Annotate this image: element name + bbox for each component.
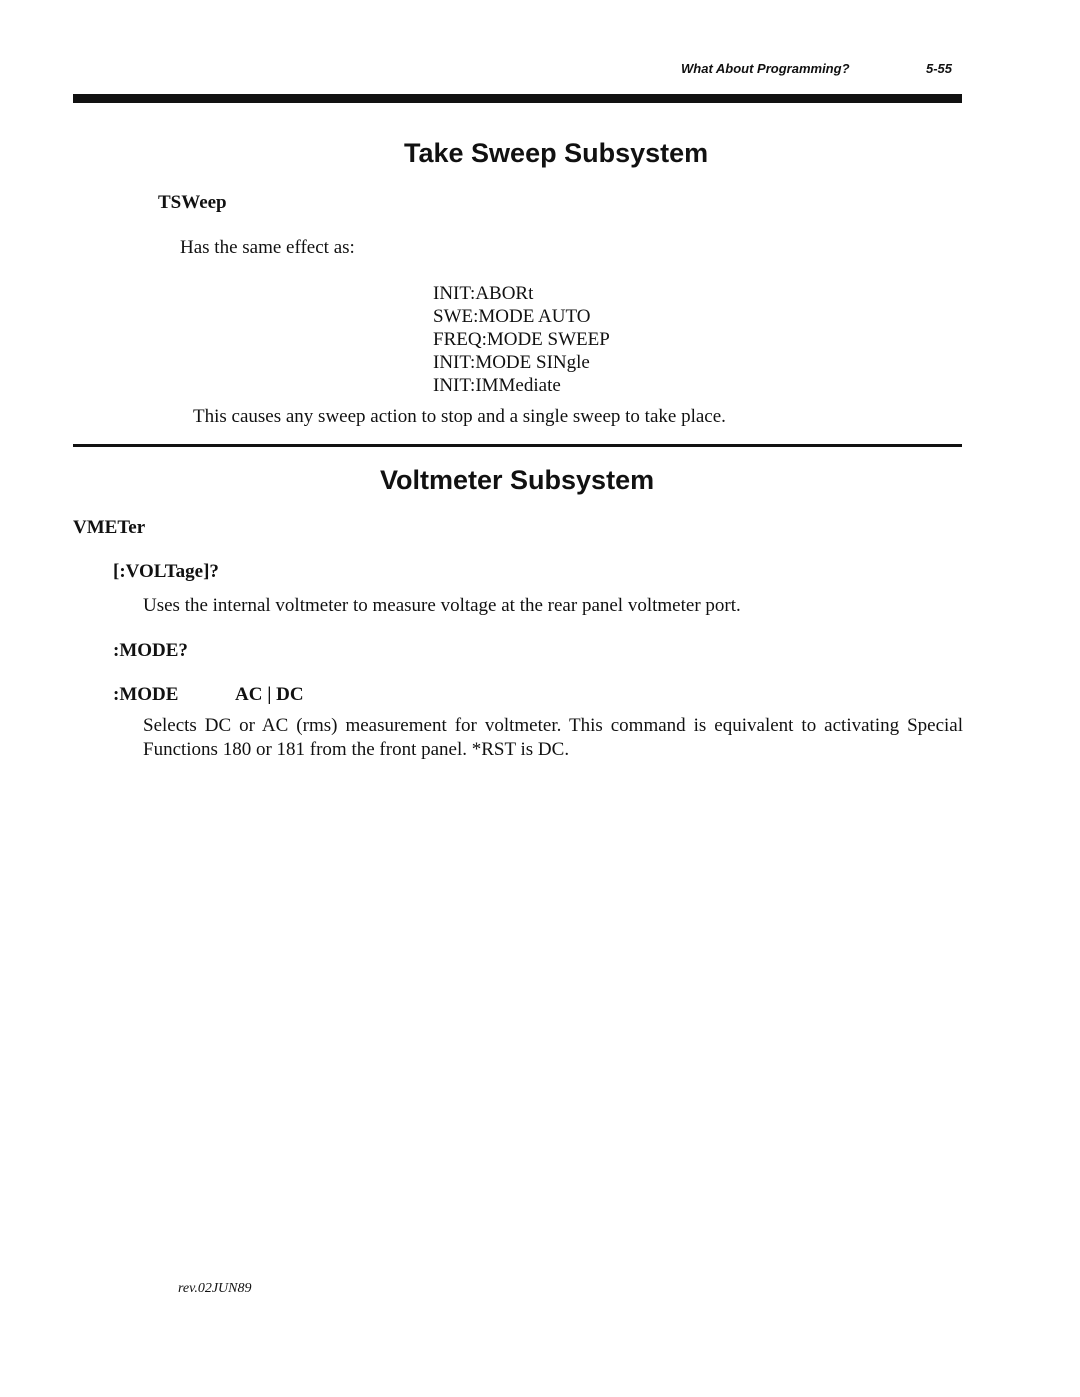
voltmeter-section-title: Voltmeter Subsystem <box>380 465 655 495</box>
equivalent-command: INIT:IMMediate <box>433 375 561 396</box>
section-divider <box>73 444 962 447</box>
equivalent-command-list <box>433 282 610 397</box>
header-rule <box>73 94 962 103</box>
revision-footer: rev.02JUN89 <box>178 1281 252 1296</box>
voltage-description: Uses the internal voltmeter to measure voltage at the rear panel voltmeter port. <box>143 595 741 616</box>
equivalent-command: SWE:MODE AUTO <box>433 306 591 327</box>
voltage-query: [:VOLTage]? <box>113 561 219 582</box>
equivalent-command: INIT:ABORt <box>433 283 534 304</box>
tsweep-section-title: Take Sweep Subsystem <box>404 138 709 168</box>
mode-parameter: AC | DC <box>235 684 304 705</box>
mode-description: Selects DC or AC (rms) measurement for voltmeter. This command is equivalent to activating Special Functions 180 or 181 from the front panel. *RST is DC. <box>143 715 963 760</box>
equivalent-command: INIT:MODE SINgle <box>433 352 590 373</box>
vmeter-command: VMETer <box>73 517 146 538</box>
mode-command: :MODE <box>113 684 179 705</box>
tsweep-description: This causes any sweep action to stop and a single sweep to take place. <box>193 406 726 427</box>
mode-query: :MODE? <box>113 640 188 661</box>
running-header-title: What About Programming? <box>681 61 850 76</box>
tsweep-command: TSWeep <box>158 192 227 213</box>
tsweep-intro: Has the same effect as: <box>180 237 355 258</box>
page-number: 5-55 <box>926 61 953 76</box>
equivalent-command: FREQ:MODE SWEEP <box>433 329 610 350</box>
